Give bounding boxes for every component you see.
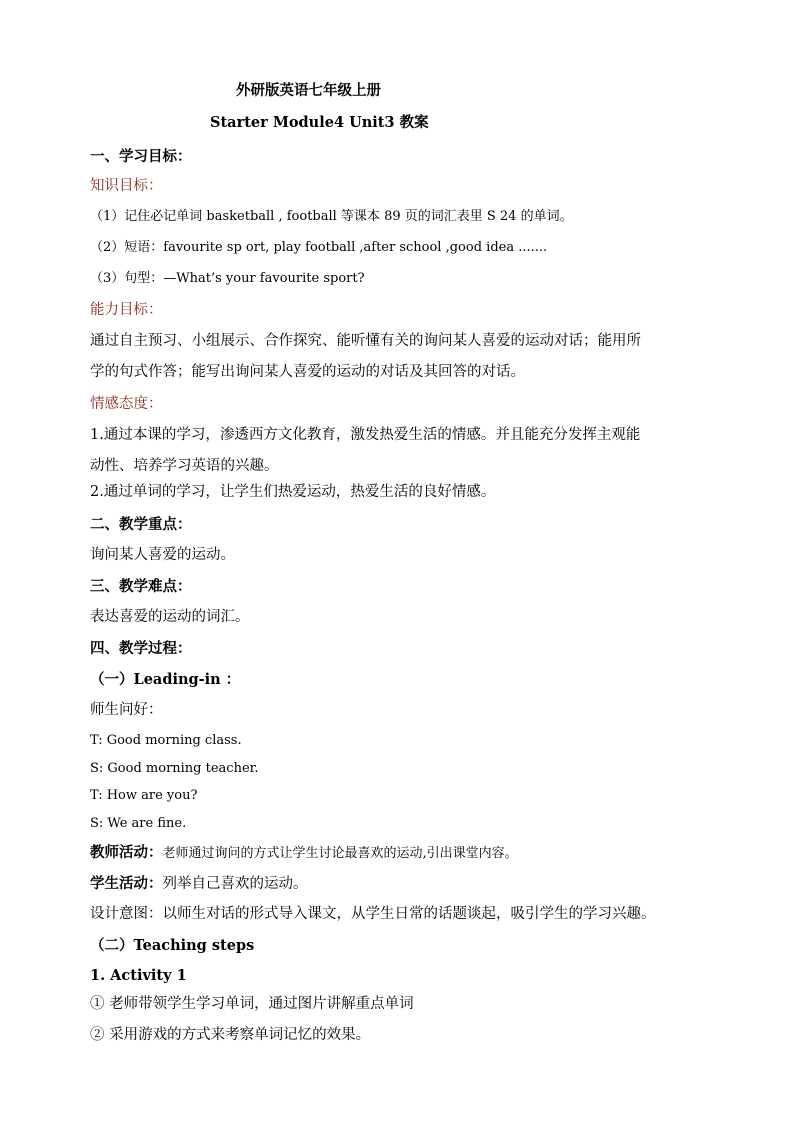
- section-heading-objectives: 一、学习目标：: [90, 148, 192, 165]
- dialogue-line-4: S: We are fine.: [90, 816, 187, 831]
- knowledge-item-1: （1）记住必记单词 basketball , football 等课本 89 页的词汇表里 S 24 的单词。: [90, 209, 573, 224]
- teacher-activity-text: 老师通过询问的方式让学生讨论最喜欢的运动,引出课堂内容。: [162, 846, 518, 861]
- section-heading-process: 四、教学过程：: [90, 640, 192, 657]
- emotion-line-1: 1.通过本课的学习，渗透西方文化教育，激发热爱生活的情感。并且能充分发挥主观能: [90, 427, 641, 443]
- knowledge-item-2: （2）短语：favourite sp ort, play football ,after school ,good idea .......: [90, 240, 548, 255]
- student-activity-text: 列举自己喜欢的运动。: [162, 876, 308, 892]
- emotion-line-2: 动性、培养学习英语的兴趣。: [90, 458, 279, 474]
- emotion-line-3: 2.通过单词的学习，让学生们热爱运动，热爱生活的良好情感。: [90, 484, 496, 500]
- part-teaching-steps: （二）Teaching steps: [90, 937, 255, 954]
- dialogue-line-1: T: Good morning class.: [90, 733, 242, 748]
- ability-line-1: 通过自主预习、小组展示、合作探究、能听懂有关的询问某人喜爱的运动对话；能用所: [90, 333, 641, 349]
- ability-line-2: 学的句式作答；能写出询问某人喜爱的运动的对话及其回答的对话。: [90, 364, 525, 380]
- greeting-label: 师生问好：: [90, 702, 163, 718]
- document-subtitle: Starter Module4 Unit3 教案: [210, 114, 429, 131]
- difficulties-text: 表达喜爱的运动的词汇。: [90, 609, 250, 625]
- student-activity-label: 学生活动：: [90, 875, 163, 892]
- knowledge-item-3: （3）句型：—What’s your favourite sport?: [90, 271, 365, 286]
- emotion-heading: 情感态度：: [90, 396, 163, 412]
- part-leading-in: （一）Leading-in ：: [90, 671, 241, 688]
- section-heading-key-points: 二、教学重点：: [90, 516, 192, 533]
- activity-1-heading: 1. Activity 1: [90, 967, 187, 984]
- teacher-activity: [90, 844, 518, 862]
- dialogue-line-3: T: How are you?: [90, 788, 198, 803]
- activity-step-2: ② 采用游戏的方式来考察单词记忆的效果。: [90, 1027, 371, 1043]
- knowledge-heading: 知识目标：: [90, 178, 163, 194]
- student-activity: [90, 875, 308, 893]
- key-points-text: 询问某人喜爱的运动。: [90, 547, 235, 563]
- design-intent: 设计意图：以师生对话的形式导入课文，从学生日常的话题谈起，吸引学生的学习兴趣。: [90, 906, 656, 922]
- dialogue-line-2: S: Good morning teacher.: [90, 761, 259, 776]
- ability-heading: 能力目标：: [90, 302, 163, 318]
- section-heading-difficulties: 三、教学难点：: [90, 578, 192, 595]
- activity-step-1: ① 老师带领学生学习单词，通过图片讲解重点单词: [90, 996, 414, 1012]
- teacher-activity-label: 教师活动：: [90, 844, 163, 861]
- document-title: 外研版英语七年级上册: [236, 82, 381, 99]
